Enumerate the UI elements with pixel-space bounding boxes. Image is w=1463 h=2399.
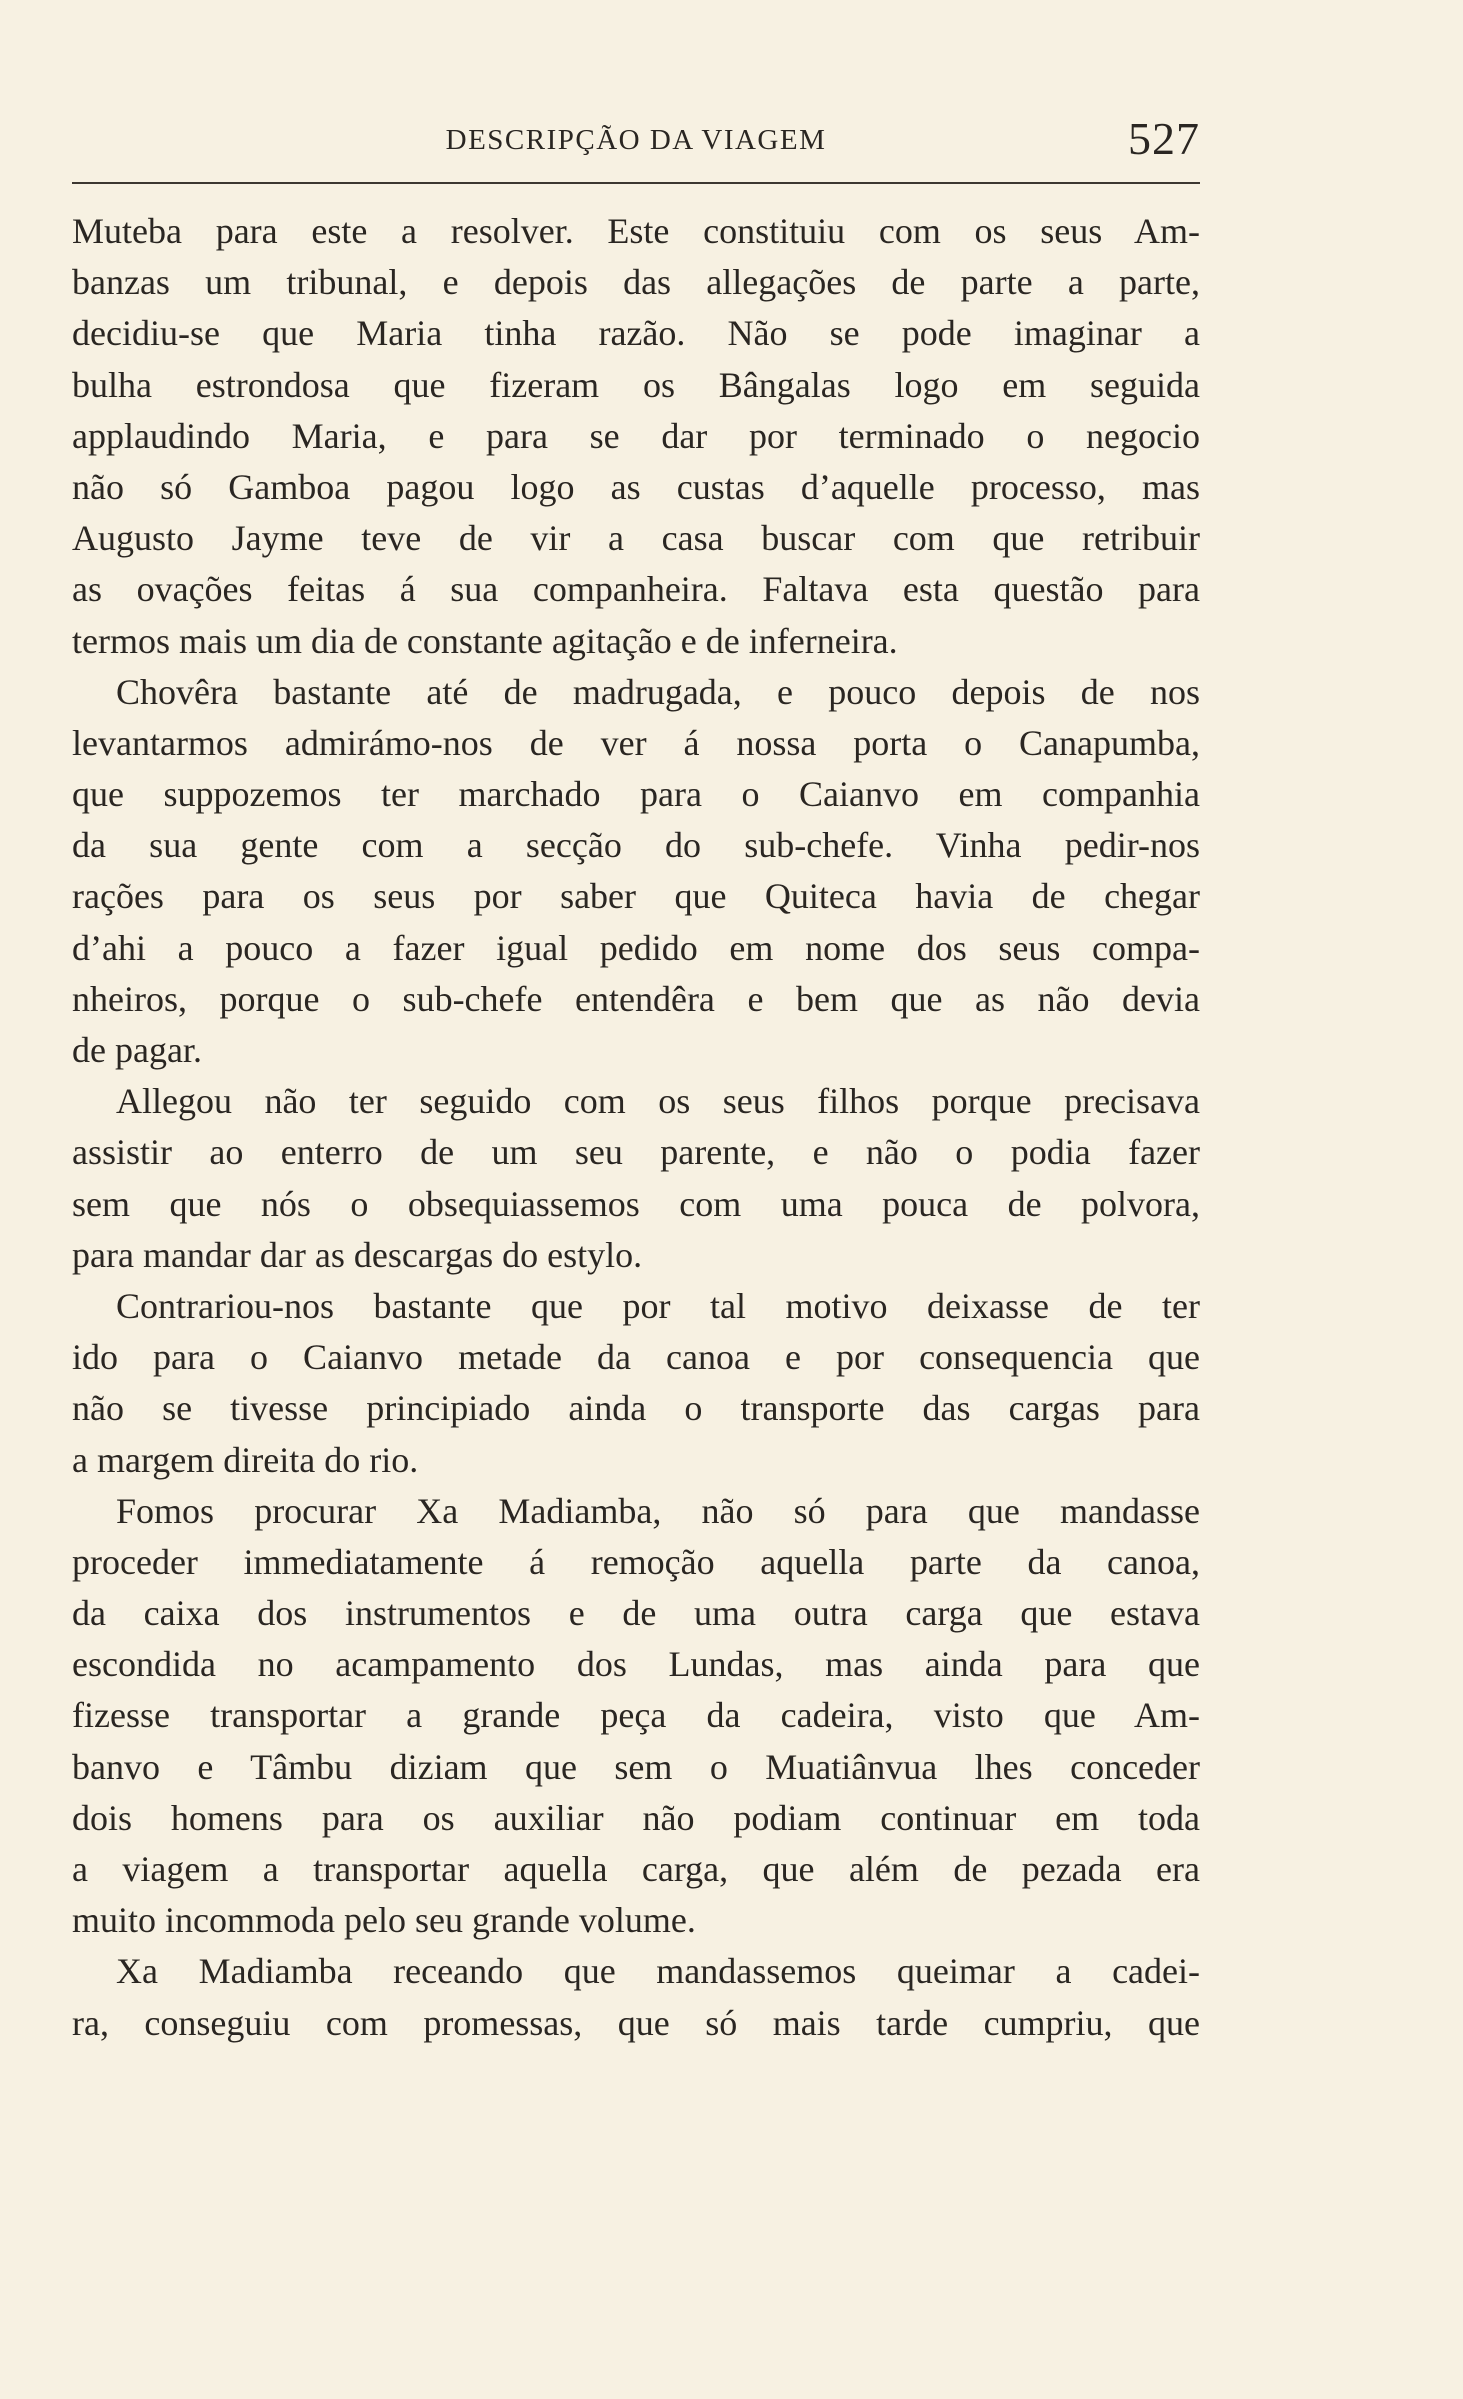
text-line: ra, conseguiu com promessas, que só mais tarde cumpriu, que — [72, 2002, 1200, 2043]
text-line: que suppozemos ter marchado para o Caianvo em companhia — [72, 774, 1200, 815]
text-line: sem que nós o obsequiassemos com uma pouca de polvora, — [72, 1183, 1200, 1224]
text-line: para mandar dar as descargas do estylo. — [72, 1234, 643, 1275]
text-line: bulha estrondosa que fizeram os Bângalas logo em seguida — [72, 364, 1200, 405]
text-line: Contrariou-nos bastante que por tal motivo deixasse de ter — [116, 1285, 1200, 1326]
text-line: d’ahi a pouco a fazer igual pedido em nome dos seus compa- — [72, 927, 1200, 968]
page-number: 527 — [1128, 113, 1200, 164]
text-line: escondida no acampamento dos Lundas, mas ainda para que — [72, 1644, 1200, 1685]
running-head — [72, 112, 1200, 168]
text-line: assistir ao enterro de um seu parente, e não o podia fazer — [72, 1132, 1200, 1173]
text-line: levantarmos admirámo-nos de ver á nossa porta o Canapumba, — [72, 722, 1200, 763]
text-line: não se tivesse principiado ainda o transporte das cargas para — [72, 1388, 1200, 1429]
text-line: a viagem a transportar aquella carga, que além de pezada era — [72, 1849, 1200, 1889]
text-line: Chovêra bastante até de madrugada, e pouco depois de nos — [116, 671, 1200, 712]
text-line: da sua gente com a secção do sub-chefe. Vinha pedir-nos — [72, 825, 1200, 866]
text-line: decidiu-se que Maria tinha razão. Não se pode imaginar a — [72, 313, 1200, 354]
text-line: Fomos procurar Xa Madiamba, não só para que mandasse — [116, 1490, 1200, 1531]
text-line: Augusto Jayme teve de vir a casa buscar com que retribuir — [72, 518, 1200, 559]
text-line: applaudindo Maria, e para se dar por terminado o negocio — [72, 415, 1200, 456]
text-line: Muteba para este a resolver. Este constituiu com os seus Am- — [72, 211, 1200, 251]
text-line: não só Gamboa pagou logo as custas d’aquelle processo, mas — [72, 466, 1200, 507]
text-line: fizesse transportar a grande peça da cadeira, visto que Am- — [72, 1695, 1200, 1736]
text-line: a margem direita do rio. — [72, 1439, 419, 1480]
text-line: banzas um tribunal, e depois das allegações de parte a parte, — [72, 262, 1200, 303]
text-line: termos mais um dia de constante agitação e de inferneira. — [72, 620, 898, 661]
text-line: dois homens para os auxiliar não podiam continuar em toda — [72, 1797, 1200, 1838]
text-line: Xa Madiamba receando que mandassemos queimar a cadei- — [116, 1951, 1200, 1992]
text-line: as ovações feitas á sua companheira. Faltava esta questão para — [72, 569, 1200, 610]
body-text — [72, 206, 1200, 2049]
text-line: rações para os seus por saber que Quiteca havia de chegar — [72, 876, 1200, 917]
text-line: proceder immediatamente á remoção aquella parte da canoa, — [72, 1541, 1200, 1582]
text-line: banvo e Tâmbu diziam que sem o Muatiânvua lhes conceder — [72, 1746, 1200, 1787]
text-line: Allegou não ter seguido com os seus filhos porque precisava — [116, 1081, 1200, 1122]
running-title: DESCRIPÇÃO DA VIAGEM — [445, 124, 827, 156]
text-line: muito incommoda pelo seu grande volume. — [72, 1900, 696, 1941]
header-rule — [72, 182, 1200, 184]
text-line: nheiros, porque o sub-chefe entendêra e bem que as não devia — [72, 978, 1200, 1019]
text-line: de pagar. — [72, 1030, 202, 1070]
text-line: ido para o Caianvo metade da canoa e por consequencia que — [72, 1337, 1200, 1378]
text-line: da caixa dos instrumentos e de uma outra carga que estava — [72, 1593, 1200, 1634]
